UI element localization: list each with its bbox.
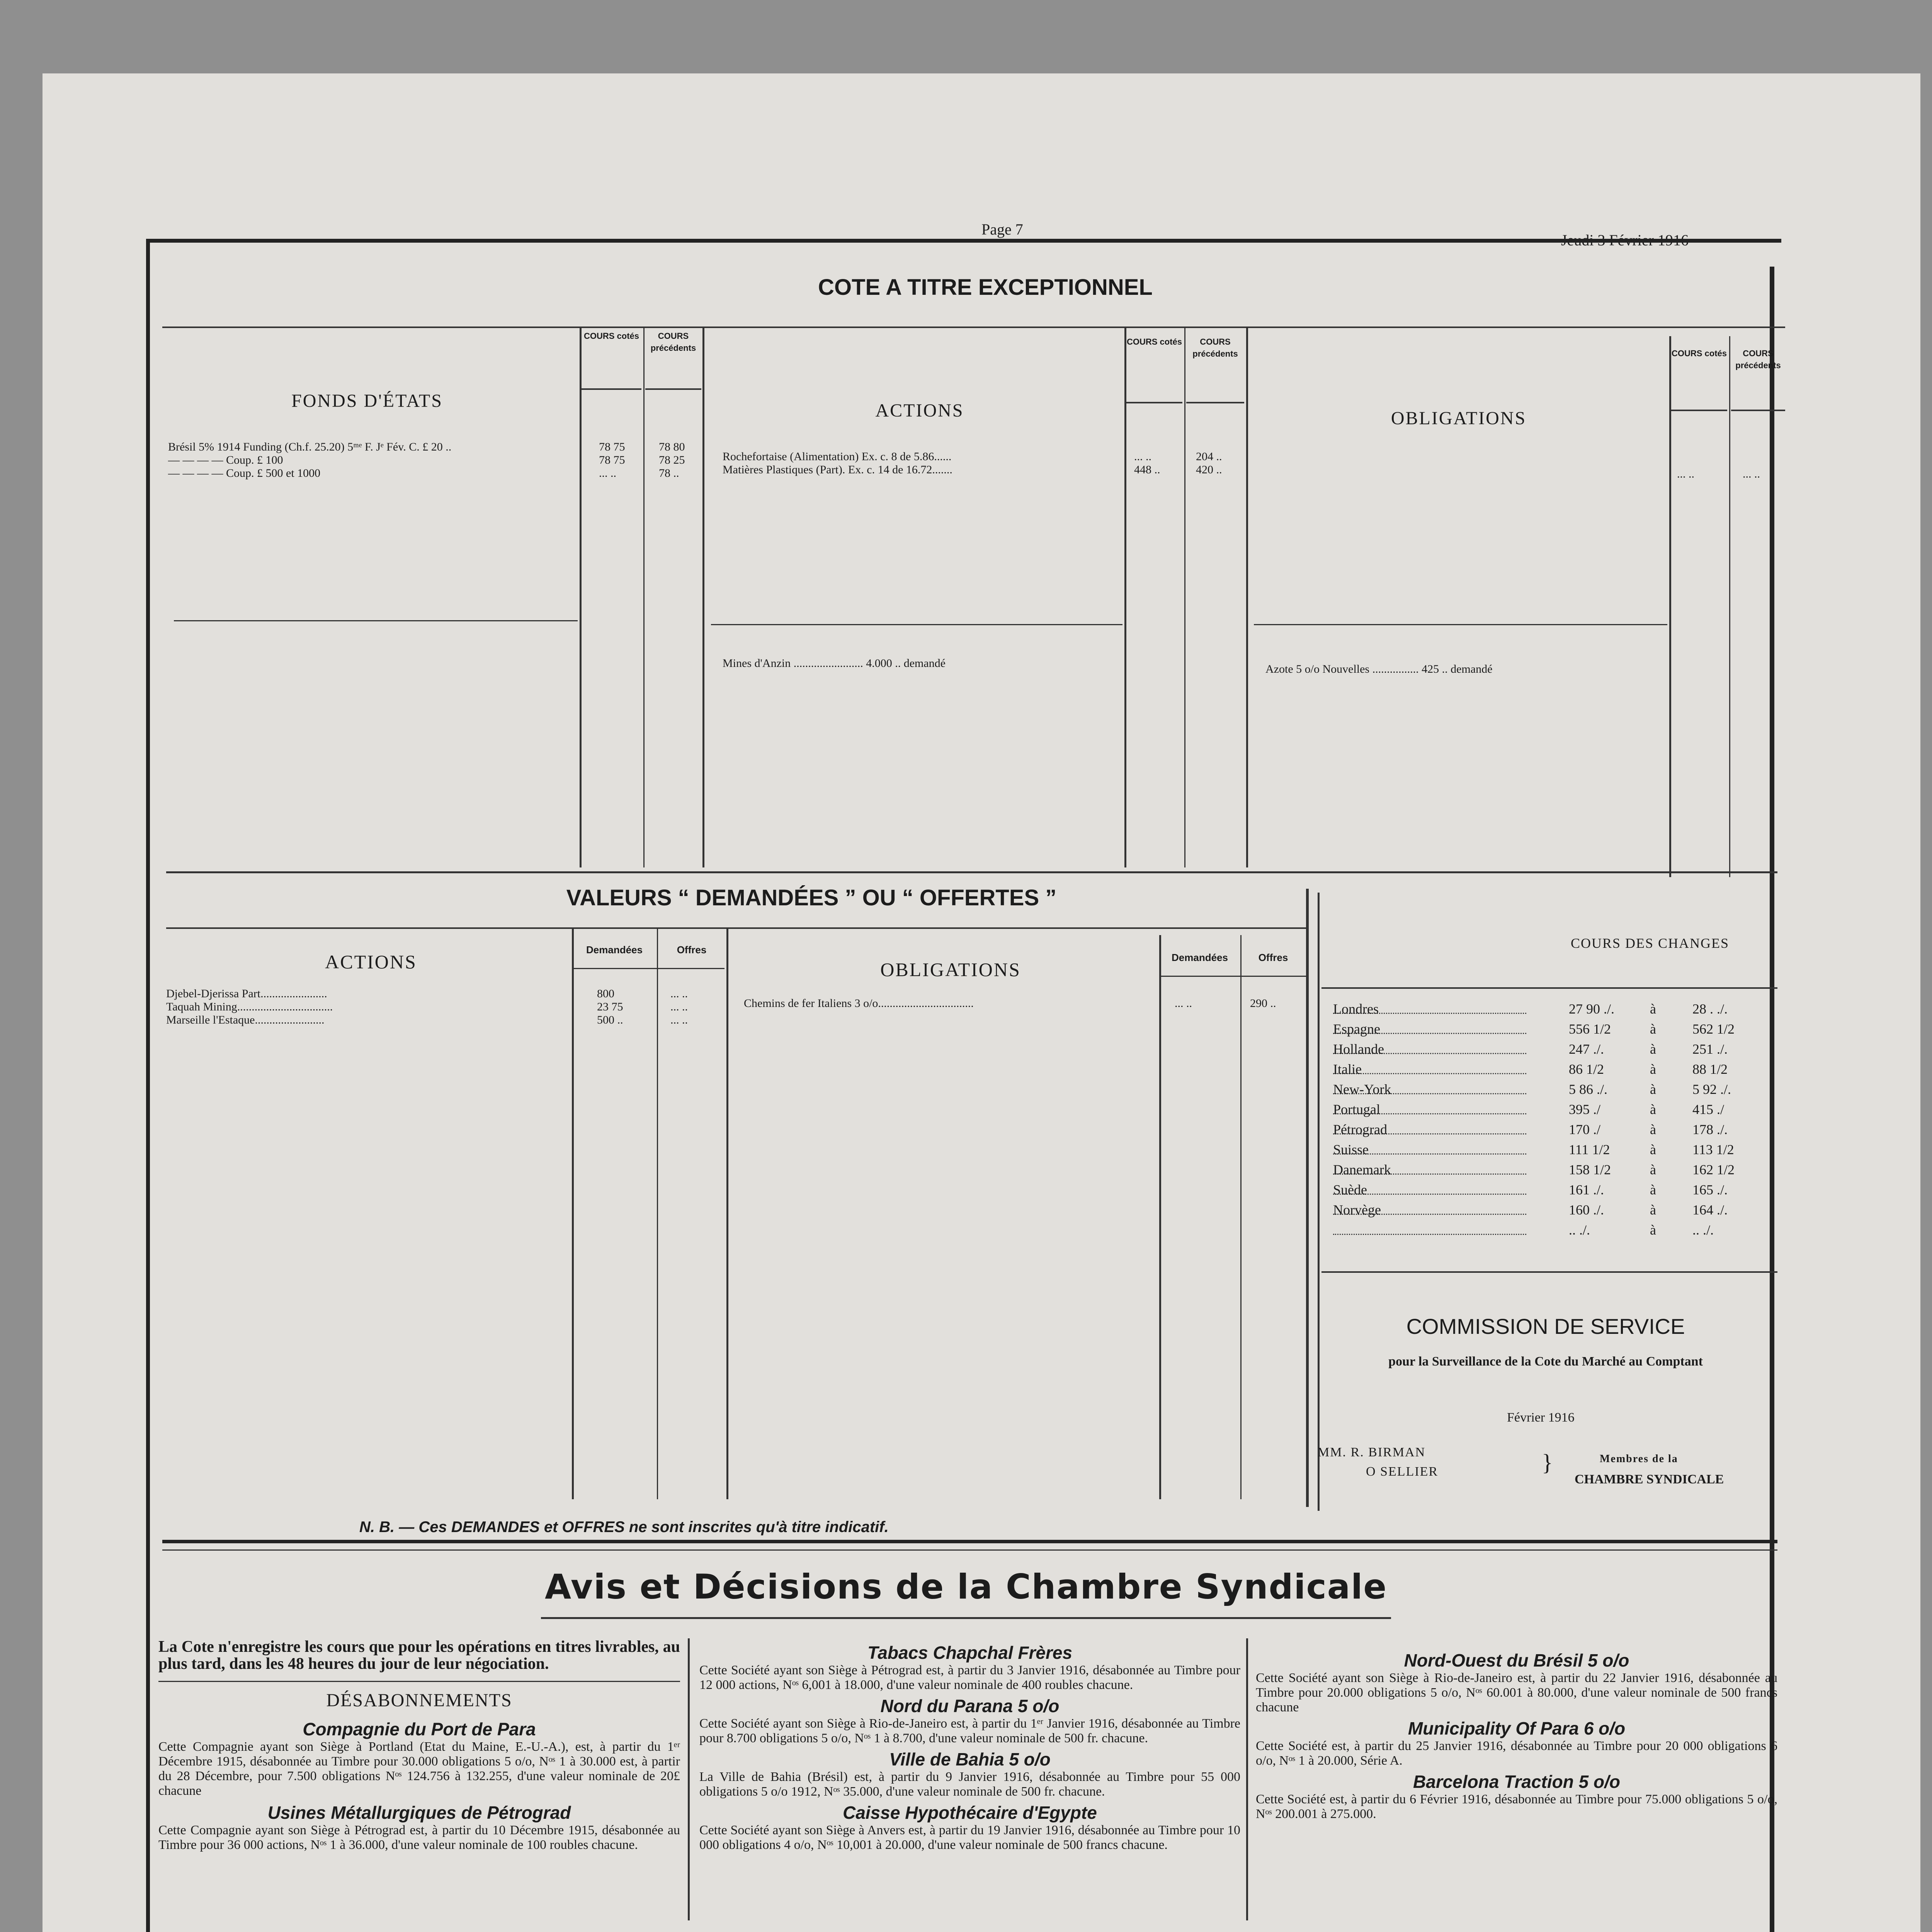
actions-heading: ACTIONS — [875, 400, 964, 421]
value: 420 .. — [1196, 463, 1222, 476]
change-place: Suède — [1333, 1182, 1367, 1197]
exc-actions-cotes — [1134, 450, 1160, 476]
notice-title: Tabacs Chapchal Frères — [867, 1643, 1073, 1663]
offres-head: Offres — [1258, 952, 1288, 963]
rule — [711, 624, 1122, 625]
value: ... .. — [670, 1000, 688, 1013]
value: ... .. — [1134, 450, 1151, 463]
valeurs-actions-dem — [597, 987, 623, 1027]
rule — [1321, 987, 1777, 989]
rule — [1126, 402, 1182, 403]
exc-actions-list — [723, 450, 952, 476]
col-rule — [702, 327, 704, 867]
notice-title: Ville de Bahia 5 o/o — [889, 1749, 1051, 1769]
value: ... .. — [599, 467, 616, 480]
change-high: 28 . ./. — [1692, 1001, 1728, 1017]
commission-title: COMMISSION DE SERVICE — [1406, 1314, 1685, 1338]
rule — [162, 1549, 1777, 1551]
value: 204 .. — [1196, 450, 1222, 463]
changes-list — [1333, 999, 1758, 1240]
avis-col-3 — [1256, 1650, 1777, 1821]
change-place: Hollande — [1333, 1041, 1384, 1057]
rule — [574, 968, 724, 969]
rule — [1186, 402, 1244, 403]
notice-text: Cette Compagnie ayant son Siège à Portland (Etat du Maine, E.-U.-A.), est, à partir du 1ᵉʳ Décembre 1915, désabonnée au Timbre pour 30.000 obligations 5 o/o, Nᵒˢ 1 à 30.000 est, à partir du 28 Décembre, pour 7.500 obligations Nᵒˢ 124.756 à 132.255, d'une valeur nominale de 20£ chacune — [158, 1740, 680, 1798]
changes-heading: COURS DES CHANGES — [1571, 935, 1730, 951]
notice-title: Barcelona Traction 5 o/o — [1413, 1772, 1620, 1792]
change-high: 164 ./. — [1692, 1202, 1728, 1218]
col-rule — [643, 327, 645, 867]
change-high: 162 1/2 — [1692, 1162, 1735, 1177]
value: 78 25 — [659, 454, 685, 466]
change-high: 251 ./. — [1692, 1041, 1728, 1057]
change-place: Londres — [1333, 1001, 1379, 1017]
value: 290 .. — [1250, 997, 1276, 1010]
valeurs-title: VALEURS “ DEMANDÉES ” OU “ OFFERTES ” — [566, 885, 1057, 910]
rule — [1671, 410, 1727, 411]
valeurs-obligations-heading: OBLIGATIONS — [880, 959, 1021, 980]
col-rule — [1159, 935, 1161, 1499]
avis-col-2 — [699, 1642, 1240, 1852]
change-row — [1333, 1099, 1758, 1119]
change-sep: à — [1650, 1222, 1656, 1238]
commission-role-2: CHAMBRE SYNDICALE — [1575, 1472, 1724, 1486]
action-row: Rochefortaise (Alimentation) Ex. c. 8 de 5.86...... — [723, 450, 952, 463]
brace: } — [1542, 1450, 1553, 1475]
col-rule — [1246, 1638, 1248, 1920]
valeurs-actions-off — [670, 987, 688, 1027]
commission-member-1: MM. R. BIRMAN — [1318, 1445, 1426, 1459]
notice-title: Usines Métallurgiques de Pétrograd — [267, 1803, 571, 1823]
notice-text: Cette Compagnie ayant son Siège à Pétrograd est, à partir du 10 Décembre 1915, désabonnée au Timbre pour 36 000 actions, Nᵒˢ 1 à 36.000, d'une valeur nominale de 100 roubles chacune. — [158, 1823, 680, 1852]
notice-text: Cette Société est, à partir du 25 Janvier 1916, désabonnée au Timbre pour 20 000 obligations 6 o/o, Nᵒˢ 1 à 20.000, Série A. — [1256, 1739, 1777, 1768]
cours-cotes-head: COURS cotés — [583, 331, 639, 341]
notice-text: Cette Société ayant son Siège à Anvers est, à partir du 19 Janvier 1916, désabonnée au Timbre pour 10 000 obligations 4 o/o, Nᵒˢ 10,001 à 20.000, d'une valeur nominale de 500 francs chacune. — [699, 1823, 1240, 1852]
rule — [166, 927, 1306, 929]
change-high: 113 1/2 — [1692, 1142, 1734, 1157]
change-row — [1333, 1200, 1758, 1220]
value: ... .. — [670, 1014, 688, 1026]
offres-head: Offres — [677, 944, 707, 956]
change-low: 556 1/2 — [1569, 1021, 1611, 1037]
col-rule — [580, 327, 582, 867]
rule — [158, 1681, 680, 1682]
list-item: Djebel-Djerissa Part....................... — [166, 987, 327, 1000]
rule — [162, 1540, 1777, 1543]
change-high: 178 ./. — [1692, 1122, 1728, 1137]
notice-text: Cette Société est, à partir du 6 Février 1916, désabonnée au Timbre pour 75.000 obligations 5 o/o, Nᵒˢ 200.001 à 275.000. — [1256, 1792, 1777, 1821]
change-row — [1333, 1180, 1758, 1200]
avis-intro: La Cote n'enregistre les cours que pour les opérations en titres livrables, au plus tard, dans les 48 heures du jour de leur négociation. — [158, 1638, 680, 1673]
value: ... .. — [1743, 468, 1760, 480]
change-place: New-York — [1333, 1082, 1391, 1097]
change-high: 415 ./ — [1692, 1102, 1725, 1117]
change-high: 88 1/2 — [1692, 1061, 1728, 1077]
anzin-demande: Mines d'Anzin ........................ 4.000 .. demandé — [723, 657, 946, 670]
change-sep: à — [1650, 1041, 1656, 1057]
cours-precedents-head: COURS précédents — [650, 331, 696, 353]
col-rule — [1124, 327, 1126, 867]
change-low: 5 86 ./. — [1569, 1082, 1608, 1097]
change-sep: à — [1650, 1202, 1656, 1218]
change-high: .. ./. — [1692, 1222, 1714, 1238]
notice-text: Cette Société ayant son Siège à Rio-de-Janeiro est, à partir du 1ᵉʳ Janvier 1916, désabonnée au Timbre pour 8.700 obligations 5 o/o, Nᵒˢ 1 à 8.700, d'une valeur nominale de 500 fr. chacune. — [699, 1716, 1240, 1745]
change-high: 5 92 ./. — [1692, 1082, 1731, 1097]
col-rule — [1184, 327, 1185, 867]
rule — [162, 327, 1785, 328]
rule — [1254, 624, 1667, 625]
value: 448 .. — [1134, 463, 1160, 476]
change-low: 160 ./. — [1569, 1202, 1604, 1218]
value: ... .. — [670, 987, 688, 1000]
demandees-head: Demandées — [1172, 952, 1228, 963]
rule — [645, 388, 701, 390]
change-sep: à — [1650, 1122, 1656, 1137]
cours-precedents-head: COURS précédents — [1735, 349, 1781, 370]
notice-text: La Ville de Bahia (Brésil) est, à partir du 9 Janvier 1916, désabonnée au Timbre pour 55 000 obligations 5 o/o 1912, Nᵒˢ 35.000, d'une valeur nominale de 500 fr. chacune. — [699, 1770, 1240, 1799]
col-rule — [1669, 336, 1671, 877]
exceptionnel-title: COTE A TITRE EXCEPTIONNEL — [818, 275, 1153, 300]
desab-heading: DÉSABONNEMENTS — [326, 1690, 512, 1711]
list-item: Taquah Mining................................. — [166, 1000, 333, 1013]
fonds-row: — — — — Coup. £ 100 — [168, 454, 283, 466]
change-place: Italie — [1333, 1061, 1362, 1077]
page-number: Page 7 — [981, 221, 1023, 238]
change-row — [1333, 999, 1758, 1019]
fonds-row: — — — — Coup. £ 500 et 1000 — [168, 467, 321, 480]
col-rule — [572, 927, 574, 1499]
change-sep: à — [1650, 1142, 1656, 1157]
value: 78 80 — [659, 440, 685, 453]
change-high: 165 ./. — [1692, 1182, 1728, 1197]
change-low: 86 1/2 — [1569, 1061, 1604, 1077]
avis-col-1 — [158, 1638, 680, 1852]
rule — [1731, 410, 1785, 411]
commission-member-2: O SELLIER — [1366, 1464, 1439, 1479]
fonds-row: Brésil 5% 1914 Funding (Ch.f. 25.20) 5ᵐᵉ F. Jᵉ Fév. C. £ 20 .. — [168, 440, 452, 453]
change-high: 562 1/2 — [1692, 1021, 1735, 1037]
value: 23 75 — [597, 1000, 623, 1013]
obligations-heading: OBLIGATIONS — [1391, 408, 1527, 429]
change-sep: à — [1650, 1021, 1656, 1037]
col-rule — [1729, 336, 1730, 877]
action-row: Matières Plastiques (Part). Ex. c. 14 de 16.72....... — [723, 463, 952, 476]
leader — [1333, 1234, 1526, 1235]
cours-cotes-head: COURS cotés — [1671, 349, 1727, 358]
change-sep: à — [1650, 1001, 1656, 1017]
exc-actions-prec — [1196, 450, 1222, 476]
change-row — [1333, 1160, 1758, 1180]
change-low: 395 ./ — [1569, 1102, 1601, 1117]
change-row — [1333, 1059, 1758, 1079]
notice-title: Municipality Of Para 6 o/o — [1408, 1718, 1626, 1738]
list-item: Marseille l'Estaque........................ — [166, 1014, 325, 1026]
valeurs-actions-heading: ACTIONS — [325, 951, 417, 973]
value: 78 .. — [659, 467, 679, 480]
value: 78 75 — [599, 454, 625, 466]
value: 78 75 — [599, 440, 625, 453]
notice-title: Nord-Ouest du Brésil 5 o/o — [1404, 1650, 1629, 1670]
cours-cotes-head: COURS cotés — [1126, 337, 1182, 347]
change-place: Pétrograd — [1333, 1122, 1387, 1137]
value: 500 .. — [597, 1014, 623, 1026]
value: 800 — [597, 987, 614, 1000]
notice-title: Nord du Parana 5 o/o — [880, 1696, 1060, 1716]
change-low: 158 1/2 — [1569, 1162, 1611, 1177]
col-rule — [726, 927, 728, 1499]
valeurs-actions-list — [166, 987, 333, 1027]
list-item: Chemins de fer Italiens 3 o/o................................. — [744, 997, 974, 1010]
demandees-head: Demandées — [586, 944, 643, 956]
col-rule — [1246, 327, 1248, 867]
change-row — [1333, 1039, 1758, 1059]
avis-title: Avis et Décisions de la Chambre Syndicale — [544, 1567, 1388, 1607]
change-place: Portugal — [1333, 1102, 1380, 1117]
commission-subtitle: pour la Surveillance de la Cote du Marché au Comptant — [1388, 1354, 1703, 1369]
value: ... .. — [1175, 997, 1192, 1010]
col-rule — [1318, 893, 1320, 1511]
change-row — [1333, 1019, 1758, 1039]
notice-text: Cette Société ayant son Siège à Pétrograd est, à partir du 3 Janvier 1916, désabonnée au Timbre pour 12 000 actions, Nᵒˢ 6,001 à 18.000, d'une valeur nominale de 400 roubles chacune. — [699, 1663, 1240, 1692]
change-row — [1333, 1119, 1758, 1139]
change-low: 170 ./ — [1569, 1122, 1601, 1137]
change-row — [1333, 1139, 1758, 1160]
change-sep: à — [1650, 1102, 1656, 1117]
fonds-list — [168, 440, 451, 480]
notice-text: Cette Société ayant son Siège à Rio-de-Janeiro est, à partir du 22 Janvier 1916, désabonnée au Timbre pour 20.000 obligations 5 o/o, Nᵒˢ 60.001 à 80.000, d'une valeur nominale de 500 francs chacune — [1256, 1671, 1777, 1714]
change-place: Espagne — [1333, 1021, 1380, 1037]
azote-demande: Azote 5 o/o Nouvelles ................ 425 .. demandé — [1265, 663, 1493, 675]
change-low: 161 ./. — [1569, 1182, 1604, 1197]
rule — [174, 620, 578, 621]
change-low: 27 90 ./. — [1569, 1001, 1615, 1017]
fonds-heading: FONDS D'ÉTATS — [291, 391, 443, 411]
commission-month: Février 1916 — [1507, 1410, 1575, 1425]
change-place: Suisse — [1333, 1142, 1369, 1157]
col-rule — [1306, 889, 1309, 1507]
change-low: 247 ./. — [1569, 1041, 1604, 1057]
rule — [1161, 976, 1306, 977]
notice-title: Compagnie du Port de Para — [303, 1719, 536, 1739]
change-row — [1333, 1220, 1758, 1240]
change-sep: à — [1650, 1082, 1656, 1097]
page-date: Jeudi 3 Février 1916 — [1561, 231, 1689, 249]
cours-precedents-head: COURS précédents — [1192, 337, 1238, 359]
fonds-prec — [659, 440, 685, 480]
rule — [541, 1617, 1391, 1619]
nb-note: N. B. — Ces DEMANDES et OFFRES ne sont inscrites qu'à titre indicatif. — [359, 1519, 889, 1536]
col-rule — [657, 927, 658, 1499]
notice-title: Caisse Hypothécaire d'Egypte — [843, 1803, 1097, 1823]
change-sep: à — [1650, 1162, 1656, 1177]
col-rule — [1240, 935, 1242, 1499]
rule — [166, 871, 1777, 873]
change-low: 111 1/2 — [1569, 1142, 1610, 1157]
change-place: Norvège — [1333, 1202, 1381, 1218]
col-rule — [688, 1638, 690, 1920]
rule — [582, 388, 641, 390]
change-sep: à — [1650, 1182, 1656, 1197]
commission-role-1: Membres de la — [1600, 1453, 1678, 1465]
fonds-cotes — [599, 440, 625, 480]
change-low: .. ./. — [1569, 1222, 1590, 1238]
leader — [1333, 1073, 1526, 1074]
value: ... .. — [1677, 468, 1694, 480]
change-sep: à — [1650, 1061, 1656, 1077]
change-row — [1333, 1079, 1758, 1099]
change-place: Danemark — [1333, 1162, 1391, 1177]
rule — [1321, 1271, 1777, 1273]
